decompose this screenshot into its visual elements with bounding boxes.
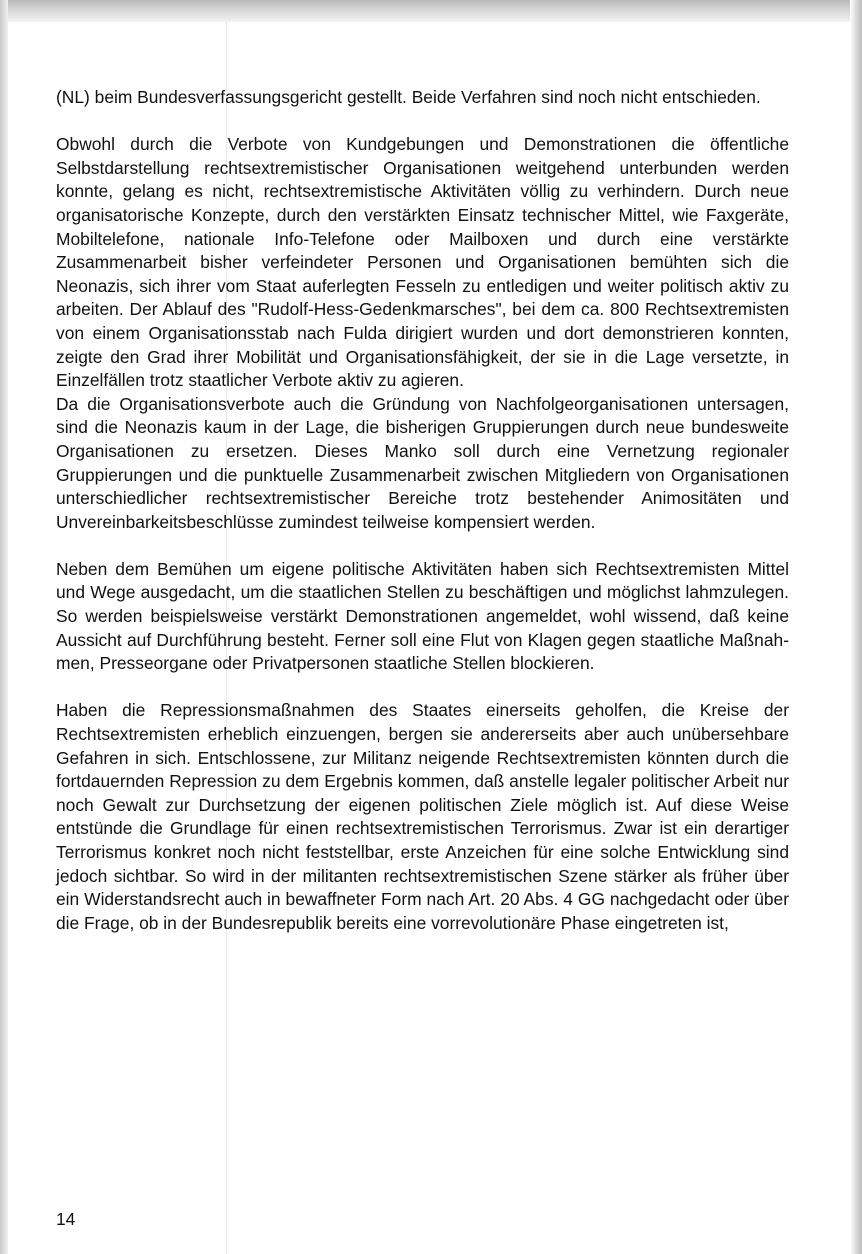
scan-edge-left: [0, 0, 8, 1254]
paragraph-continuation: (NL) beim Bundesverfassungsgericht gestellt. Beide Verfahren sind noch nicht entschieden.: [56, 87, 761, 107]
scan-edge-top: [0, 0, 862, 22]
paragraph-organisationsverbote: Da die Organisationsverbote auch die Gründung von Nachfolgeorganisationen untersagen, sind die Neonazis kaum in der Lage, die bisherigen Gruppierungen durch neue bundesweite Organisationen zu ersetzen. Dieses Manko soll durch eine Vernetzung regionaler Gruppierungen und die punktuelle Zusammenarbeit zwischen Mitgliedern von Organisationen unterschiedlicher rechtsextremistischer Bereiche trotz bestehender Animositäten und Unvereinbarkeitsbeschlüsse zumindest teilweise kompensiert werden.: [56, 393, 789, 532]
page-body: [56, 86, 789, 935]
page-number: 14: [56, 1209, 76, 1229]
scan-edge-right: [850, 0, 862, 1254]
paragraph-bemuehen: Neben dem Bemühen um eigene politische Aktivitäten haben sich Rechtsextremisten Mittel und Wege ausgedacht, um die staatlichen Stellen zu beschäftigen und möglichst lahmzulegen. So werden beispielsweise verstärkt Demonstrationen angemeldet, wohl wissend, daß keine Aussicht auf Durchführung besteht. Ferner soll eine Flut von Klagen gegen staatliche Maßnahmen, Presseorgane oder Privatpersonen staatliche Stellen blockieren.: [56, 558, 789, 674]
paragraph-verbote: Obwohl durch die Verbote von Kundgebungen und Demonstrationen die öffentliche Selbstdarstellung rechtsextremistischer Organisationen weitgehend unterbunden werden konnte, gelang es nicht, rechtsextremistische Aktivitäten völlig zu verhindern. Durch neue organisatorische Konzepte, durch den verstärkten Einsatz technischer Mittel, wie Faxgeräte, Mobiltelefone, nationale Info-Telefone oder Mailboxen und durch eine verstärkte Zusammenarbeit bisher verfeindeter Personen und Organisationen bemühten sich die Neonazis, sich ihrer vom Staat auferlegten Fesseln zu entledigen und weiter politisch aktiv zu arbeiten. Der Ablauf des "Rudolf-Hess-Gedenkmarsches", bei dem ca. 800 Rechtsextremisten von einem Organisationsstab nach Fulda dirigiert wurden und dort demonstrieren konnten, zeigte den Grad ihrer Mobilität und Organisationsfähigkeit, der sie in die Lage versetzte, in Einzelfällen trotz staatlicher Verbote aktiv zu agieren.: [56, 134, 789, 391]
paragraph-repression: Haben die Repressionsmaßnahmen des Staates einerseits geholfen, die Kreise der Rechtsextremisten erheblich einzuengen, bergen sie andererseits aber auch unübersehbare Gefahren in sich. Entschlossene, zur Militanz neigende Rechtsextremisten könnten durch die fortdauernden Repression zu dem Ergebnis kommen, daß anstelle legaler politischer Arbeit nur noch Gewalt zur Durchsetzung der eigenen politischen Ziele möglich ist. Auf diese Weise entstünde die Grundlage für einen rechtsextremistischen Terrorismus. Zwar ist ein derartiger Terrorismus konkret noch nicht feststellbar, erste Anzeichen für eine solche Entwicklung sind jedoch sichtbar. So wird in der militanten rechtsextremistischen Szene stärker als früher über ein Widerstandsrecht auch in bewaffneter Form nach Art. 20 Abs. 4 GG nachgedacht oder über die Frage, ob in der Bundesrepublik bereits eine vorrevolutionäre Phase eingetreten ist,: [56, 700, 789, 933]
